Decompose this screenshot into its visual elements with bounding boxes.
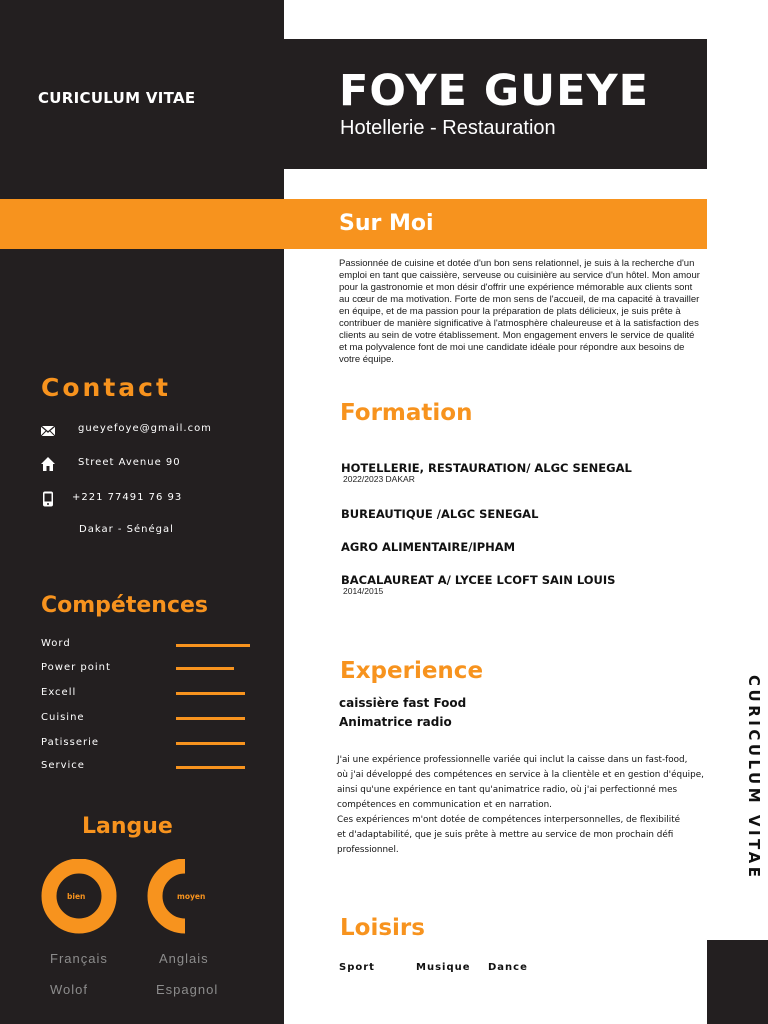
skill-label: Power point [41,662,111,673]
level-label-bien: bien [67,892,86,901]
skill-bar [176,766,245,769]
experience-line: professionnel. [337,845,399,855]
contact-phone[interactable]: +221 77491 76 93 [72,492,183,503]
about-text [339,258,724,366]
skill-label: Word [41,638,71,649]
formation-item-title: AGRO ALIMENTAIRE/IPHAM [341,540,516,554]
skill-bar [176,644,250,647]
skill-label: Patisserie [41,737,100,748]
formation-item-title: BACALAUREAT A/ LYCEE LCOFT SAIN LOUIS [341,573,616,587]
language-name: Wolof [50,982,88,997]
skill-label: Cuisine [41,712,85,723]
language-name: Anglais [159,951,209,966]
hobby-item: Dance [488,962,528,973]
contact-address: Street Avenue 90 [78,457,181,468]
person-name: FOYE GUEYE [339,66,649,116]
experience-item: Animatrice radio [339,715,452,729]
about-line: et ma polyvalence font de moi une candidate idéale pour répondre aux besoins de [339,342,685,353]
experience-line: où j'ai développé des compétences en service à la clientèle et en gestion d'équipe, [337,770,704,780]
phone-icon [40,491,56,507]
experience-line: Ces expériences m'ont dotée de compétences interpersonnelles, de flexibilité [337,815,681,825]
experience-line: J'ai une expérience professionnelle variée qui inclut la caisse dans un fast-food, [337,755,688,765]
formation-item-title: BUREAUTIQUE /ALGC SENEGAL [341,507,539,521]
experience-item: caissière fast Food [339,696,467,710]
formation-item-date: 2014/2015 [343,586,384,596]
home-icon [40,456,56,472]
formation-title: Formation [340,400,473,426]
skill-bar [176,717,245,720]
skill-bar [176,692,245,695]
hobby-item: Musique [416,962,471,973]
contact-email[interactable]: gueyefoye@gmail.com [78,423,212,434]
person-subtitle: Hotellerie - Restauration [340,117,556,139]
experience-line: compétences en communication et en narration. [337,800,552,810]
about-line: Passionnée de cuisine et dotée d'un bon sens relationnel, je suis à la recherche d'un [339,258,695,269]
about-line: au cœur de ma motivation. Forte de mon sens de l'accueil, de ma capacité à travailler [339,294,700,305]
language-name: Français [50,951,108,966]
about-line: pour la gastronomie et mon désir d'offrir une expérience mémorable aux clients sont [339,282,693,293]
language-name: Espagnol [156,982,219,997]
experience-title: Experience [340,658,484,684]
about-line: contribuer de manière significative à l'atmosphère chaleureuse et à la satisfaction des [339,318,699,329]
mail-icon [40,423,56,439]
about-line: emploi en tant que caissière, serveuse ou cuisinière au service d'un hôtel. Mon amour [339,270,700,281]
contact-city: Dakar - Sénégal [79,524,174,535]
about-line: votre équipe. [339,354,394,365]
formation-item-title: HOTELLERIE, RESTAURATION/ ALGC SENEGAL [341,461,632,475]
skill-label: Service [41,760,85,771]
experience-text [337,753,737,858]
formation-item-date: 2022/2023 DAKAR [343,474,415,484]
about-title: Sur Moi [339,211,434,236]
corner-decoration [707,940,768,1024]
langue-title: Langue [82,814,173,839]
loisirs-title: Loisirs [340,915,425,941]
about-line: en équipe, et de ma passion pour la préparation de plats délicieux, je suis prête à [339,306,681,317]
hobby-item: Sport [339,962,375,973]
cv-label: CURICULUM VITAE [38,89,196,107]
skill-bar [176,742,245,745]
vertical-cv-label: CURICULUM VITAE [745,675,763,881]
experience-line: ainsi qu'une expérience en tant qu'animatrice radio, où j'ai perfectionné mes [337,785,678,795]
contact-title: Contact [41,373,171,402]
skill-label: Excell [41,687,77,698]
competences-title: Compétences [41,593,209,618]
about-line: clients au sein de votre établissement. Mon engagement envers le service de qualité [339,330,695,341]
level-label-moyen: moyen [177,892,206,901]
skill-bar [176,667,234,670]
experience-line: et d'adaptabilité, que je suis prête à mettre au service de mon prochain défi [337,830,674,840]
